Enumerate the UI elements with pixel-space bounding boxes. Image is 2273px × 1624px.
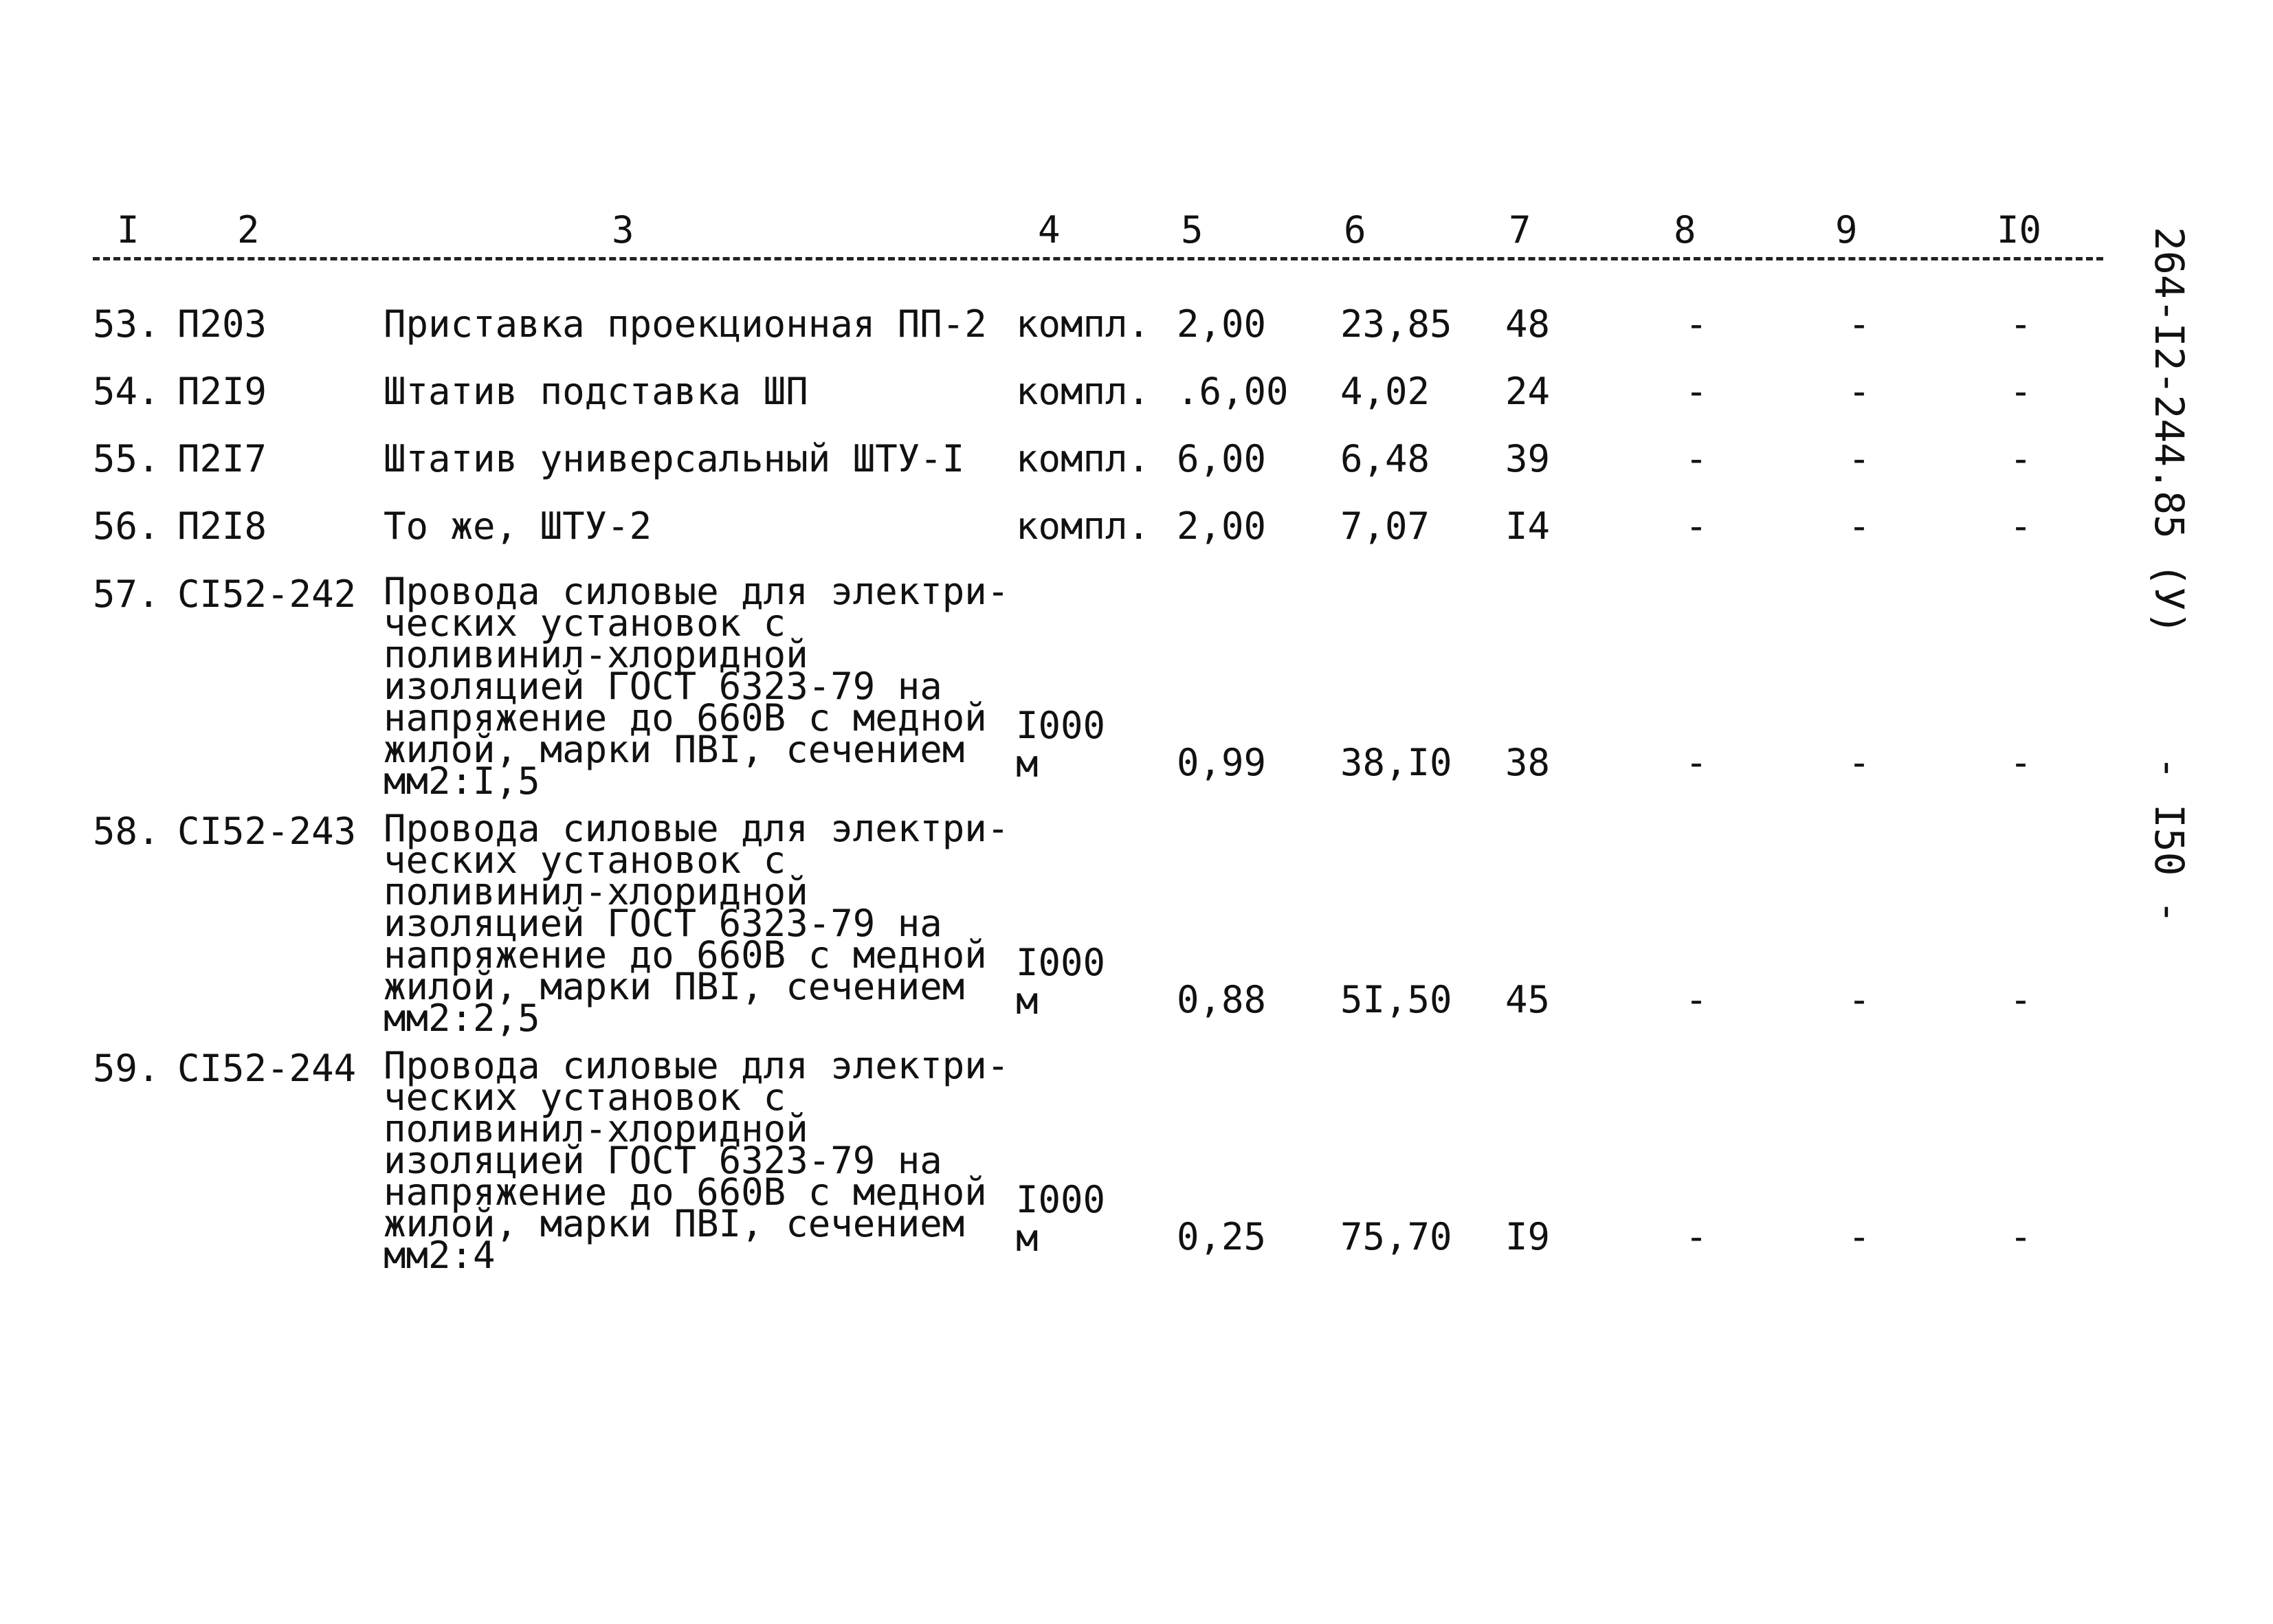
row-code: П2I8 (177, 504, 267, 548)
row-col5: .6,00 (1177, 370, 1289, 413)
row-col9: - (1848, 741, 1871, 784)
document-code: 264-I2-244.85 (У) (2146, 227, 2193, 635)
row-col10: - (2009, 741, 2032, 784)
row-col9: - (1848, 504, 1871, 548)
row-col10: - (2009, 1215, 2032, 1258)
row-col8: - (1685, 1215, 1708, 1258)
row-col9: - (1848, 370, 1871, 413)
row-name: Приставка проекционная ПП-2 (384, 302, 987, 346)
row-col5: 0,88 (1177, 978, 1267, 1021)
row-name: Штатив подставка ШП (384, 370, 808, 413)
column-header-10: I0 (1997, 208, 2042, 252)
row-col8: - (1685, 302, 1708, 346)
row-col7: I4 (1505, 504, 1551, 548)
row-code: П2I9 (177, 370, 267, 413)
row-col6: 7,07 (1340, 504, 1430, 548)
row-name: То же, ШТУ-2 (384, 504, 652, 548)
row-number: 59. (93, 1047, 160, 1090)
column-header-6: 6 (1344, 208, 1366, 252)
row-code: П2I7 (177, 437, 267, 480)
row-unit: I000 м (1016, 1178, 1106, 1260)
row-unit: I000 м (1016, 704, 1106, 786)
row-number: 58. (93, 810, 160, 853)
row-col5: 0,25 (1177, 1215, 1267, 1258)
row-number: 57. (93, 572, 160, 616)
row-name: Провода силовые для электри-ческих установок с поливинил-хлоридной изоляцией ГОСТ 6323-79 на напряжение до 660В с медной жилой, марки ПВI, сечением мм2:2,5 (384, 807, 1010, 1040)
row-col9: - (1848, 1215, 1871, 1258)
column-header-3: 3 (612, 208, 634, 252)
row-code: CI52-244 (177, 1047, 357, 1090)
column-header-4: 4 (1038, 208, 1061, 252)
row-col6: 75,70 (1340, 1215, 1452, 1258)
row-col7: 38 (1505, 741, 1551, 784)
column-header-2: 2 (237, 208, 260, 252)
row-unit: компл. (1016, 302, 1151, 346)
row-col5: 2,00 (1177, 302, 1267, 346)
row-number: 56. (93, 504, 160, 548)
row-col9: - (1848, 302, 1871, 346)
row-col6: 38,I0 (1340, 741, 1452, 784)
column-header-8: 8 (1674, 208, 1696, 252)
column-header-7: 7 (1509, 208, 1531, 252)
row-number: 55. (93, 437, 160, 480)
row-col8: - (1685, 504, 1708, 548)
row-col5: 0,99 (1177, 741, 1267, 784)
header-rule (93, 257, 2103, 260)
row-unit: I000 м (1016, 941, 1106, 1023)
row-col5: 6,00 (1177, 437, 1267, 480)
row-name: Провода силовые для электри-ческих установок с поливинил-хлоридной изоляцией ГОСТ 6323-79 на напряжение до 660В с медной жилой, марки ПВI, сечением мм2:4 (384, 1044, 1010, 1277)
row-unit: компл. (1016, 504, 1151, 548)
row-col6: 5I,50 (1340, 978, 1452, 1021)
row-col5: 2,00 (1177, 504, 1267, 548)
row-code: CI52-243 (177, 810, 357, 853)
row-col10: - (2009, 978, 2032, 1021)
page-number: - I50 - (2146, 756, 2193, 924)
row-col9: - (1848, 978, 1871, 1021)
column-header-5: 5 (1181, 208, 1204, 252)
row-col7: 24 (1505, 370, 1551, 413)
row-col7: 48 (1505, 302, 1551, 346)
row-col10: - (2009, 504, 2032, 548)
row-col10: - (2009, 370, 2032, 413)
row-code: П203 (177, 302, 267, 346)
row-name: Провода силовые для электри-ческих установок с поливинил-хлоридной изоляцией ГОСТ 6323-79 на напряжение до 660В с медной жилой, марки ПВI, сечением мм2:I,5 (384, 570, 1010, 803)
row-col10: - (2009, 437, 2032, 480)
row-code: CI52-242 (177, 572, 357, 616)
row-col8: - (1685, 978, 1708, 1021)
row-col7: 45 (1505, 978, 1551, 1021)
row-col6: 23,85 (1340, 302, 1452, 346)
row-unit: компл. (1016, 370, 1151, 413)
row-col9: - (1848, 437, 1871, 480)
row-col7: 39 (1505, 437, 1551, 480)
row-col6: 6,48 (1340, 437, 1430, 480)
row-col10: - (2009, 302, 2032, 346)
row-col8: - (1685, 437, 1708, 480)
row-col8: - (1685, 741, 1708, 784)
column-header-9: 9 (1835, 208, 1858, 252)
row-number: 54. (93, 370, 160, 413)
row-name: Штатив универсальный ШТУ-I (384, 437, 965, 480)
row-unit: компл. (1016, 437, 1151, 480)
row-number: 53. (93, 302, 160, 346)
column-header-1: I (117, 208, 140, 252)
row-col6: 4,02 (1340, 370, 1430, 413)
row-col8: - (1685, 370, 1708, 413)
row-col7: I9 (1505, 1215, 1551, 1258)
